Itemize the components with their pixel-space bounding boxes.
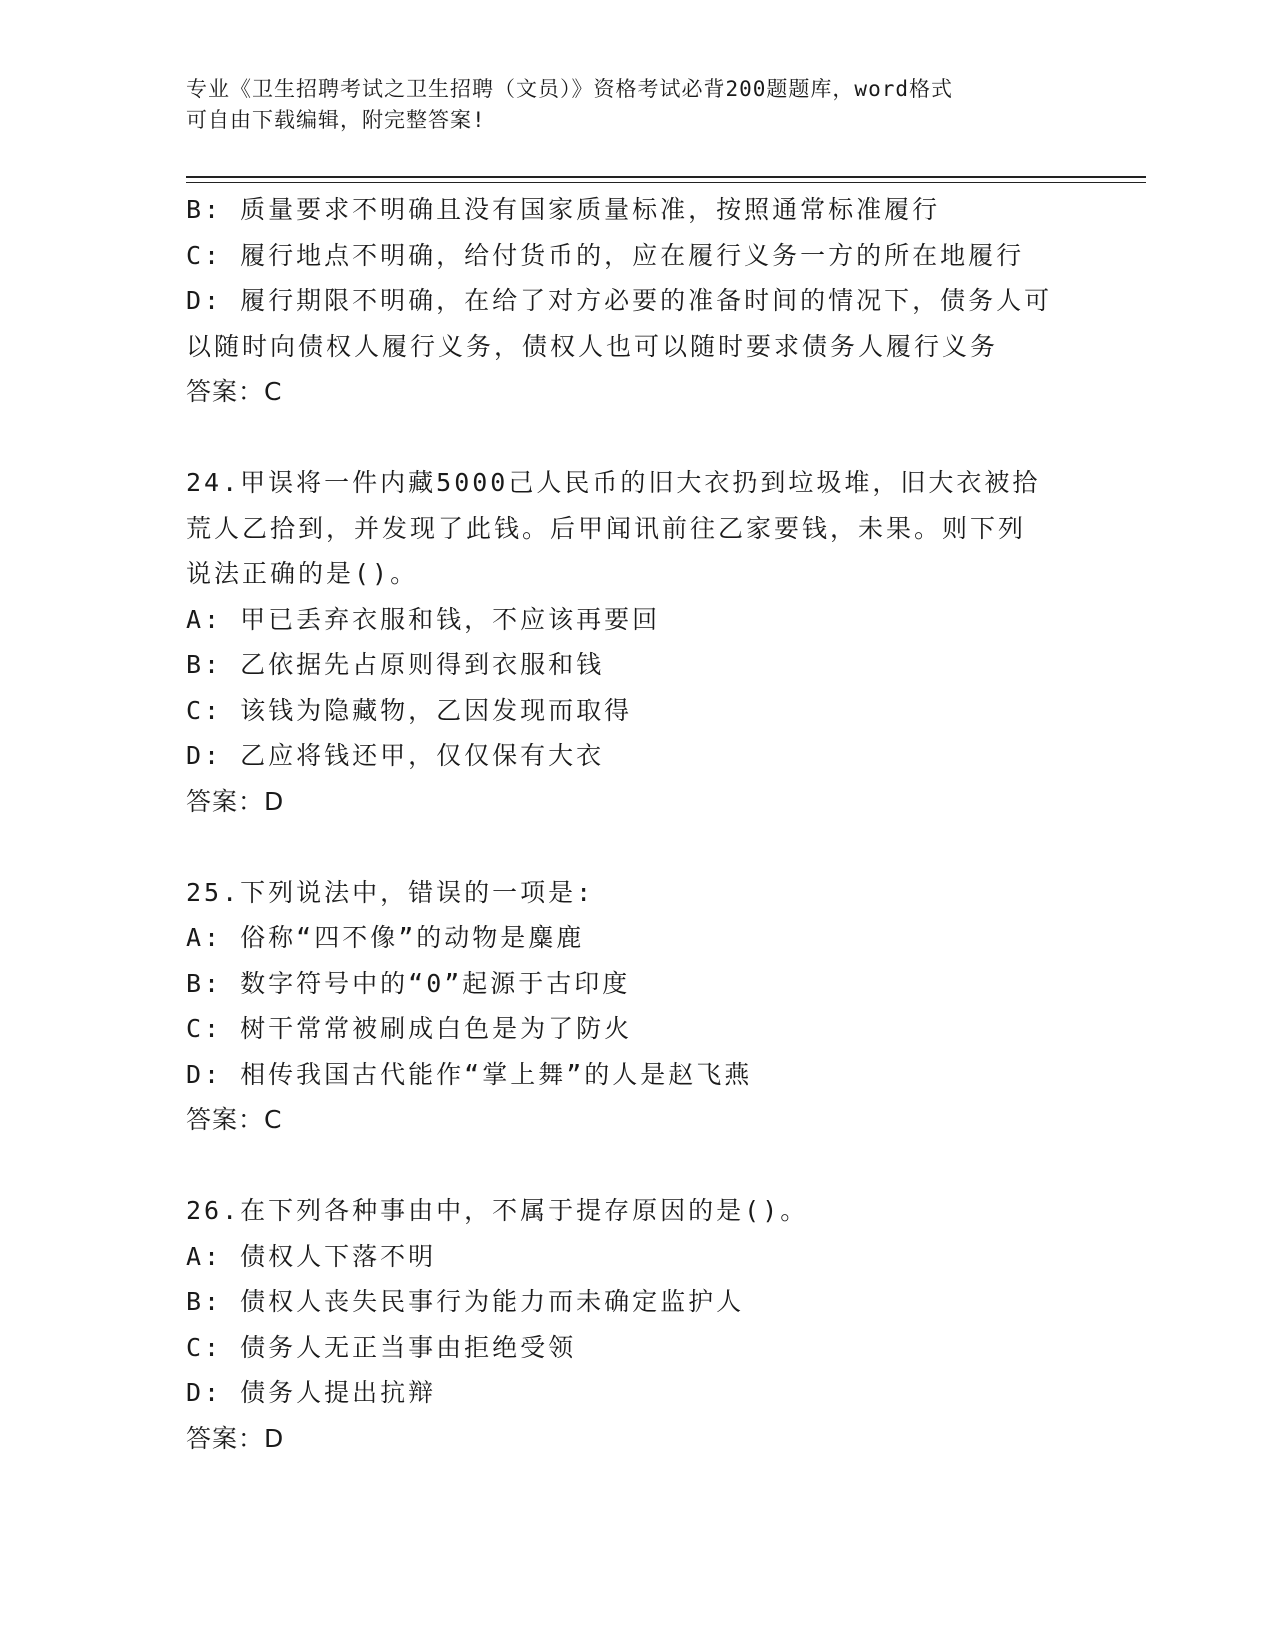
question-24-answer: 答案：D	[186, 786, 285, 816]
option-d: D: 履行期限不明确，在给了对方必要的准备时间的情况下，债务人可	[186, 286, 1053, 315]
question-24-stem: 24.甲误将一件内藏5000己人民币的旧大衣扔到垃圾堆，旧大衣被拾	[186, 468, 1041, 497]
question-25-option-d: D: 相传我国古代能作“掌上舞”的人是赵飞燕	[186, 1059, 753, 1089]
question-24-option-a: A: 甲已丢弃衣服和钱，不应该再要回	[186, 604, 661, 634]
header-line-1: 专业《卫生招聘考试之卫生招聘（文员）》资格考试必背200题题库，word格式	[186, 77, 953, 101]
question-24-option-d: D: 乙应将钱还甲，仅仅保有大衣	[186, 741, 605, 770]
option-b: B: 质量要求不明确且没有国家质量标准，按照通常标准履行	[186, 195, 941, 224]
question-26-option-c: C: 债务人无正当事由拒绝受领	[186, 1332, 577, 1362]
header-line-2: 可自由下载编辑，附完整答案!	[186, 108, 486, 132]
question-25-option-a: A: 俗称“四不像”的动物是麋鹿	[186, 923, 585, 952]
spacer	[186, 824, 1086, 870]
question-24-option-b: B: 乙依据先占原则得到衣服和钱	[186, 650, 605, 679]
document-header	[186, 74, 1066, 136]
question-25-option-b: B: 数字符号中的“0”起源于古印度	[186, 968, 631, 998]
header-rule-thin	[186, 182, 1146, 183]
question-25-stem: 25.下列说法中，错误的一项是:	[186, 877, 595, 907]
question-25-option-c: C: 树干常常被刷成白色是为了防火	[186, 1014, 633, 1043]
question-26-stem: 26.在下列各种事由中，不属于提存原因的是()。	[186, 1196, 809, 1225]
question-24-stem-continued: 荒人乙拾到，并发现了此钱。后甲闻讯前往乙家要钱，未果。则下列	[186, 513, 1027, 543]
header-rule-thick	[186, 176, 1146, 178]
spacer	[186, 415, 1086, 461]
question-24-option-c: C: 该钱为隐藏物，乙因发现而取得	[186, 695, 633, 725]
document-body	[186, 187, 1086, 1461]
question-25-answer: 答案：C	[186, 1105, 283, 1134]
question-26-option-b: B: 债权人丧失民事行为能力而未确定监护人	[186, 1287, 745, 1316]
question-26-option-d: D: 债务人提出抗辩	[186, 1378, 437, 1407]
question-24-stem-continued: 说法正确的是()。	[186, 559, 419, 588]
answer: 答案：C	[186, 377, 283, 406]
question-26-answer: 答案：D	[186, 1423, 285, 1453]
option-d-continued: 以随时向债权人履行义务，债权人也可以随时要求债务人履行义务	[186, 331, 999, 361]
question-26-option-a: A: 债权人下落不明	[186, 1241, 437, 1271]
option-c: C: 履行地点不明确，给付货币的，应在履行义务一方的所在地履行	[186, 240, 1025, 270]
spacer	[186, 1143, 1086, 1189]
